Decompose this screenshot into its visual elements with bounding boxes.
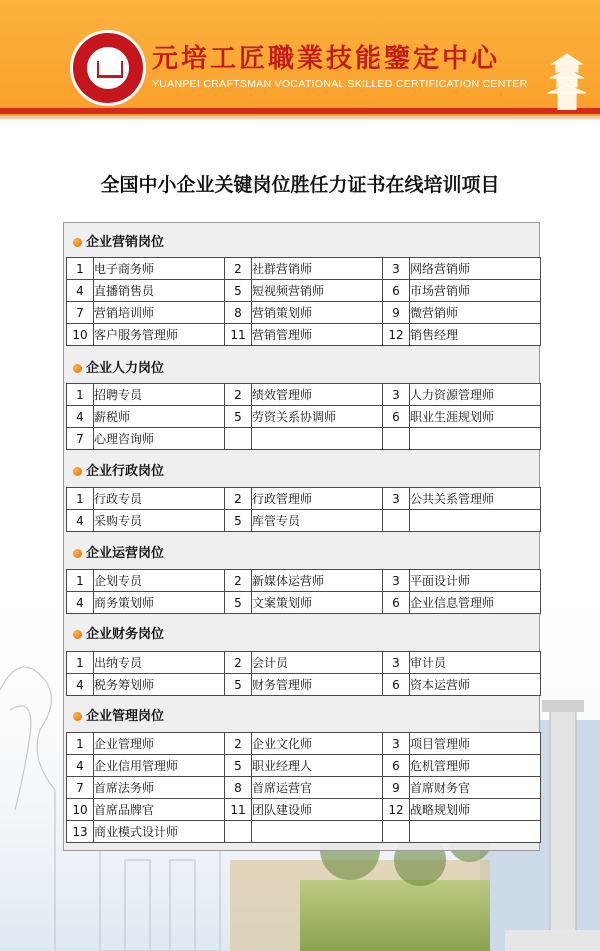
job-title: 平面设计师 — [410, 570, 541, 592]
row-number: 1 — [67, 488, 94, 510]
job-title: 心理咨询师 — [94, 428, 225, 450]
job-title: 企业文化师 — [252, 733, 383, 755]
row-number: 6 — [383, 674, 410, 696]
table-row — [67, 570, 541, 592]
job-title: 绩效管理师 — [252, 384, 383, 406]
job-title: 新媒体运营师 — [252, 570, 383, 592]
section-hr-table — [66, 383, 541, 450]
job-title: 招聘专员 — [94, 384, 225, 406]
job-title: 采购专员 — [94, 510, 225, 532]
job-title: 社群营销师 — [252, 258, 383, 280]
empty-cell — [383, 428, 410, 450]
job-title: 会计员 — [252, 652, 383, 674]
job-title: 首席品牌官 — [94, 799, 225, 821]
job-title: 财务管理师 — [252, 674, 383, 696]
job-title: 营销管理师 — [252, 324, 383, 346]
job-title: 企业管理师 — [94, 733, 225, 755]
job-title: 职业生涯规划师 — [410, 406, 541, 428]
job-title: 企业信用管理师 — [94, 755, 225, 777]
row-number: 5 — [225, 280, 252, 302]
job-title: 企划专员 — [94, 570, 225, 592]
row-number: 2 — [225, 488, 252, 510]
pagoda-icon — [544, 50, 590, 110]
section-marketing-table — [66, 257, 541, 346]
center-name-chinese: 元培工匠職業技能鑒定中心 — [152, 44, 501, 74]
table-row — [67, 428, 541, 450]
row-number: 9 — [383, 777, 410, 799]
row-number: 5 — [225, 755, 252, 777]
row-number: 2 — [225, 733, 252, 755]
row-number: 3 — [383, 733, 410, 755]
job-title: 首席运营官 — [252, 777, 383, 799]
empty-cell — [383, 821, 410, 843]
job-title: 行政专员 — [94, 488, 225, 510]
table-row — [67, 302, 541, 324]
job-title: 客户服务管理师 — [94, 324, 225, 346]
job-title: 首席法务师 — [94, 777, 225, 799]
empty-cell — [252, 821, 383, 843]
job-title: 首席财务官 — [410, 777, 541, 799]
row-number: 10 — [67, 324, 94, 346]
section-title: 企业财务岗位 — [86, 627, 165, 642]
job-title: 企业信息管理师 — [410, 592, 541, 614]
table-row — [67, 488, 541, 510]
orange-bullet-icon — [73, 238, 82, 247]
table-row — [67, 384, 541, 406]
row-number: 6 — [383, 280, 410, 302]
table-row — [67, 324, 541, 346]
header-red-stripe — [0, 108, 600, 114]
job-title: 薪税师 — [94, 406, 225, 428]
row-number: 3 — [383, 384, 410, 406]
section-title: 企业人力岗位 — [86, 361, 165, 376]
training-programs-panel — [63, 222, 540, 851]
empty-cell — [410, 510, 541, 532]
row-number: 4 — [67, 592, 94, 614]
row-number: 4 — [67, 755, 94, 777]
job-title: 战略规划师 — [410, 799, 541, 821]
row-number: 12 — [383, 324, 410, 346]
table-row — [67, 755, 541, 777]
row-number: 12 — [383, 799, 410, 821]
section-management-table — [66, 732, 541, 843]
table-row — [67, 510, 541, 532]
row-number: 11 — [225, 799, 252, 821]
job-title: 劳资关系协调师 — [252, 406, 383, 428]
job-title: 职业经理人 — [252, 755, 383, 777]
row-number: 4 — [67, 510, 94, 532]
table-row — [67, 821, 541, 843]
section-hr-header — [64, 358, 541, 380]
page-title: 全国中小企业关键岗位胜任力证书在线培训项目 — [100, 174, 500, 196]
section-operations-header — [64, 543, 541, 565]
row-number: 1 — [67, 570, 94, 592]
empty-cell — [225, 821, 252, 843]
section-title: 企业管理岗位 — [86, 709, 165, 724]
section-title: 企业营销岗位 — [86, 235, 165, 250]
row-number: 4 — [67, 280, 94, 302]
job-title: 人力资源管理师 — [410, 384, 541, 406]
job-title: 资本运营师 — [410, 674, 541, 696]
organization-logo — [70, 30, 146, 106]
row-number: 2 — [225, 570, 252, 592]
row-number: 3 — [383, 652, 410, 674]
row-number: 1 — [67, 652, 94, 674]
table-row — [67, 406, 541, 428]
row-number: 1 — [67, 258, 94, 280]
section-title: 企业行政岗位 — [86, 464, 165, 479]
book-icon — [97, 61, 123, 78]
row-number: 2 — [225, 258, 252, 280]
empty-cell — [410, 428, 541, 450]
section-finance-table — [66, 651, 541, 696]
row-number: 3 — [383, 488, 410, 510]
section-operations-table — [66, 569, 541, 614]
table-row — [67, 652, 541, 674]
orange-bullet-icon — [73, 467, 82, 476]
section-title: 企业运营岗位 — [86, 546, 165, 561]
section-marketing-header — [64, 232, 541, 254]
orange-bullet-icon — [73, 364, 82, 373]
row-number: 13 — [67, 821, 94, 843]
row-number: 7 — [67, 302, 94, 324]
job-title: 公共关系管理师 — [410, 488, 541, 510]
orange-bullet-icon — [73, 712, 82, 721]
job-title: 营销培训师 — [94, 302, 225, 324]
orange-bullet-icon — [73, 630, 82, 639]
job-title: 销售经理 — [410, 324, 541, 346]
job-title: 行政管理师 — [252, 488, 383, 510]
row-number: 6 — [383, 592, 410, 614]
section-admin-header — [64, 461, 541, 483]
row-number: 5 — [225, 674, 252, 696]
row-number: 7 — [67, 777, 94, 799]
job-title: 电子商务师 — [94, 258, 225, 280]
job-title: 税务筹划师 — [94, 674, 225, 696]
row-number: 3 — [383, 570, 410, 592]
row-number: 5 — [225, 406, 252, 428]
section-finance-header — [64, 624, 541, 646]
table-row — [67, 674, 541, 696]
job-title: 危机管理师 — [410, 755, 541, 777]
job-title: 市场营销师 — [410, 280, 541, 302]
empty-cell — [225, 428, 252, 450]
row-number: 2 — [225, 384, 252, 406]
logo-emblem — [85, 45, 131, 91]
job-title: 直播销售员 — [94, 280, 225, 302]
job-title: 短视频营销师 — [252, 280, 383, 302]
table-row — [67, 733, 541, 755]
header-light-stripe — [0, 116, 600, 119]
job-title: 商业模式设计师 — [94, 821, 225, 843]
row-number: 5 — [225, 510, 252, 532]
row-number: 1 — [67, 384, 94, 406]
row-number: 10 — [67, 799, 94, 821]
row-number: 4 — [67, 406, 94, 428]
section-admin-table — [66, 487, 541, 532]
empty-cell — [383, 510, 410, 532]
row-number: 9 — [383, 302, 410, 324]
job-title: 团队建设师 — [252, 799, 383, 821]
job-title: 商务策划师 — [94, 592, 225, 614]
job-title: 库管专员 — [252, 510, 383, 532]
table-row — [67, 280, 541, 302]
row-number: 6 — [383, 755, 410, 777]
row-number: 5 — [225, 592, 252, 614]
empty-cell — [252, 428, 383, 450]
center-name-english: YUANPEI CRAFTSMAN VOCATIONAL SKILLED CERTIFICATION CENTER — [152, 78, 528, 90]
orange-bullet-icon — [73, 549, 82, 558]
job-title: 营销策划师 — [252, 302, 383, 324]
row-number: 7 — [67, 428, 94, 450]
empty-cell — [410, 821, 541, 843]
row-number: 2 — [225, 652, 252, 674]
row-number: 11 — [225, 324, 252, 346]
table-row — [67, 799, 541, 821]
job-title: 微营销师 — [410, 302, 541, 324]
row-number: 1 — [67, 733, 94, 755]
job-title: 审计员 — [410, 652, 541, 674]
job-title: 出纳专员 — [94, 652, 225, 674]
row-number: 3 — [383, 258, 410, 280]
job-title: 文案策划师 — [252, 592, 383, 614]
row-number: 6 — [383, 406, 410, 428]
table-row — [67, 258, 541, 280]
table-row — [67, 592, 541, 614]
job-title: 网络营销师 — [410, 258, 541, 280]
section-management-header — [64, 706, 541, 728]
job-title: 项目管理师 — [410, 733, 541, 755]
row-number: 8 — [225, 302, 252, 324]
row-number: 8 — [225, 777, 252, 799]
row-number: 4 — [67, 674, 94, 696]
table-row — [67, 777, 541, 799]
